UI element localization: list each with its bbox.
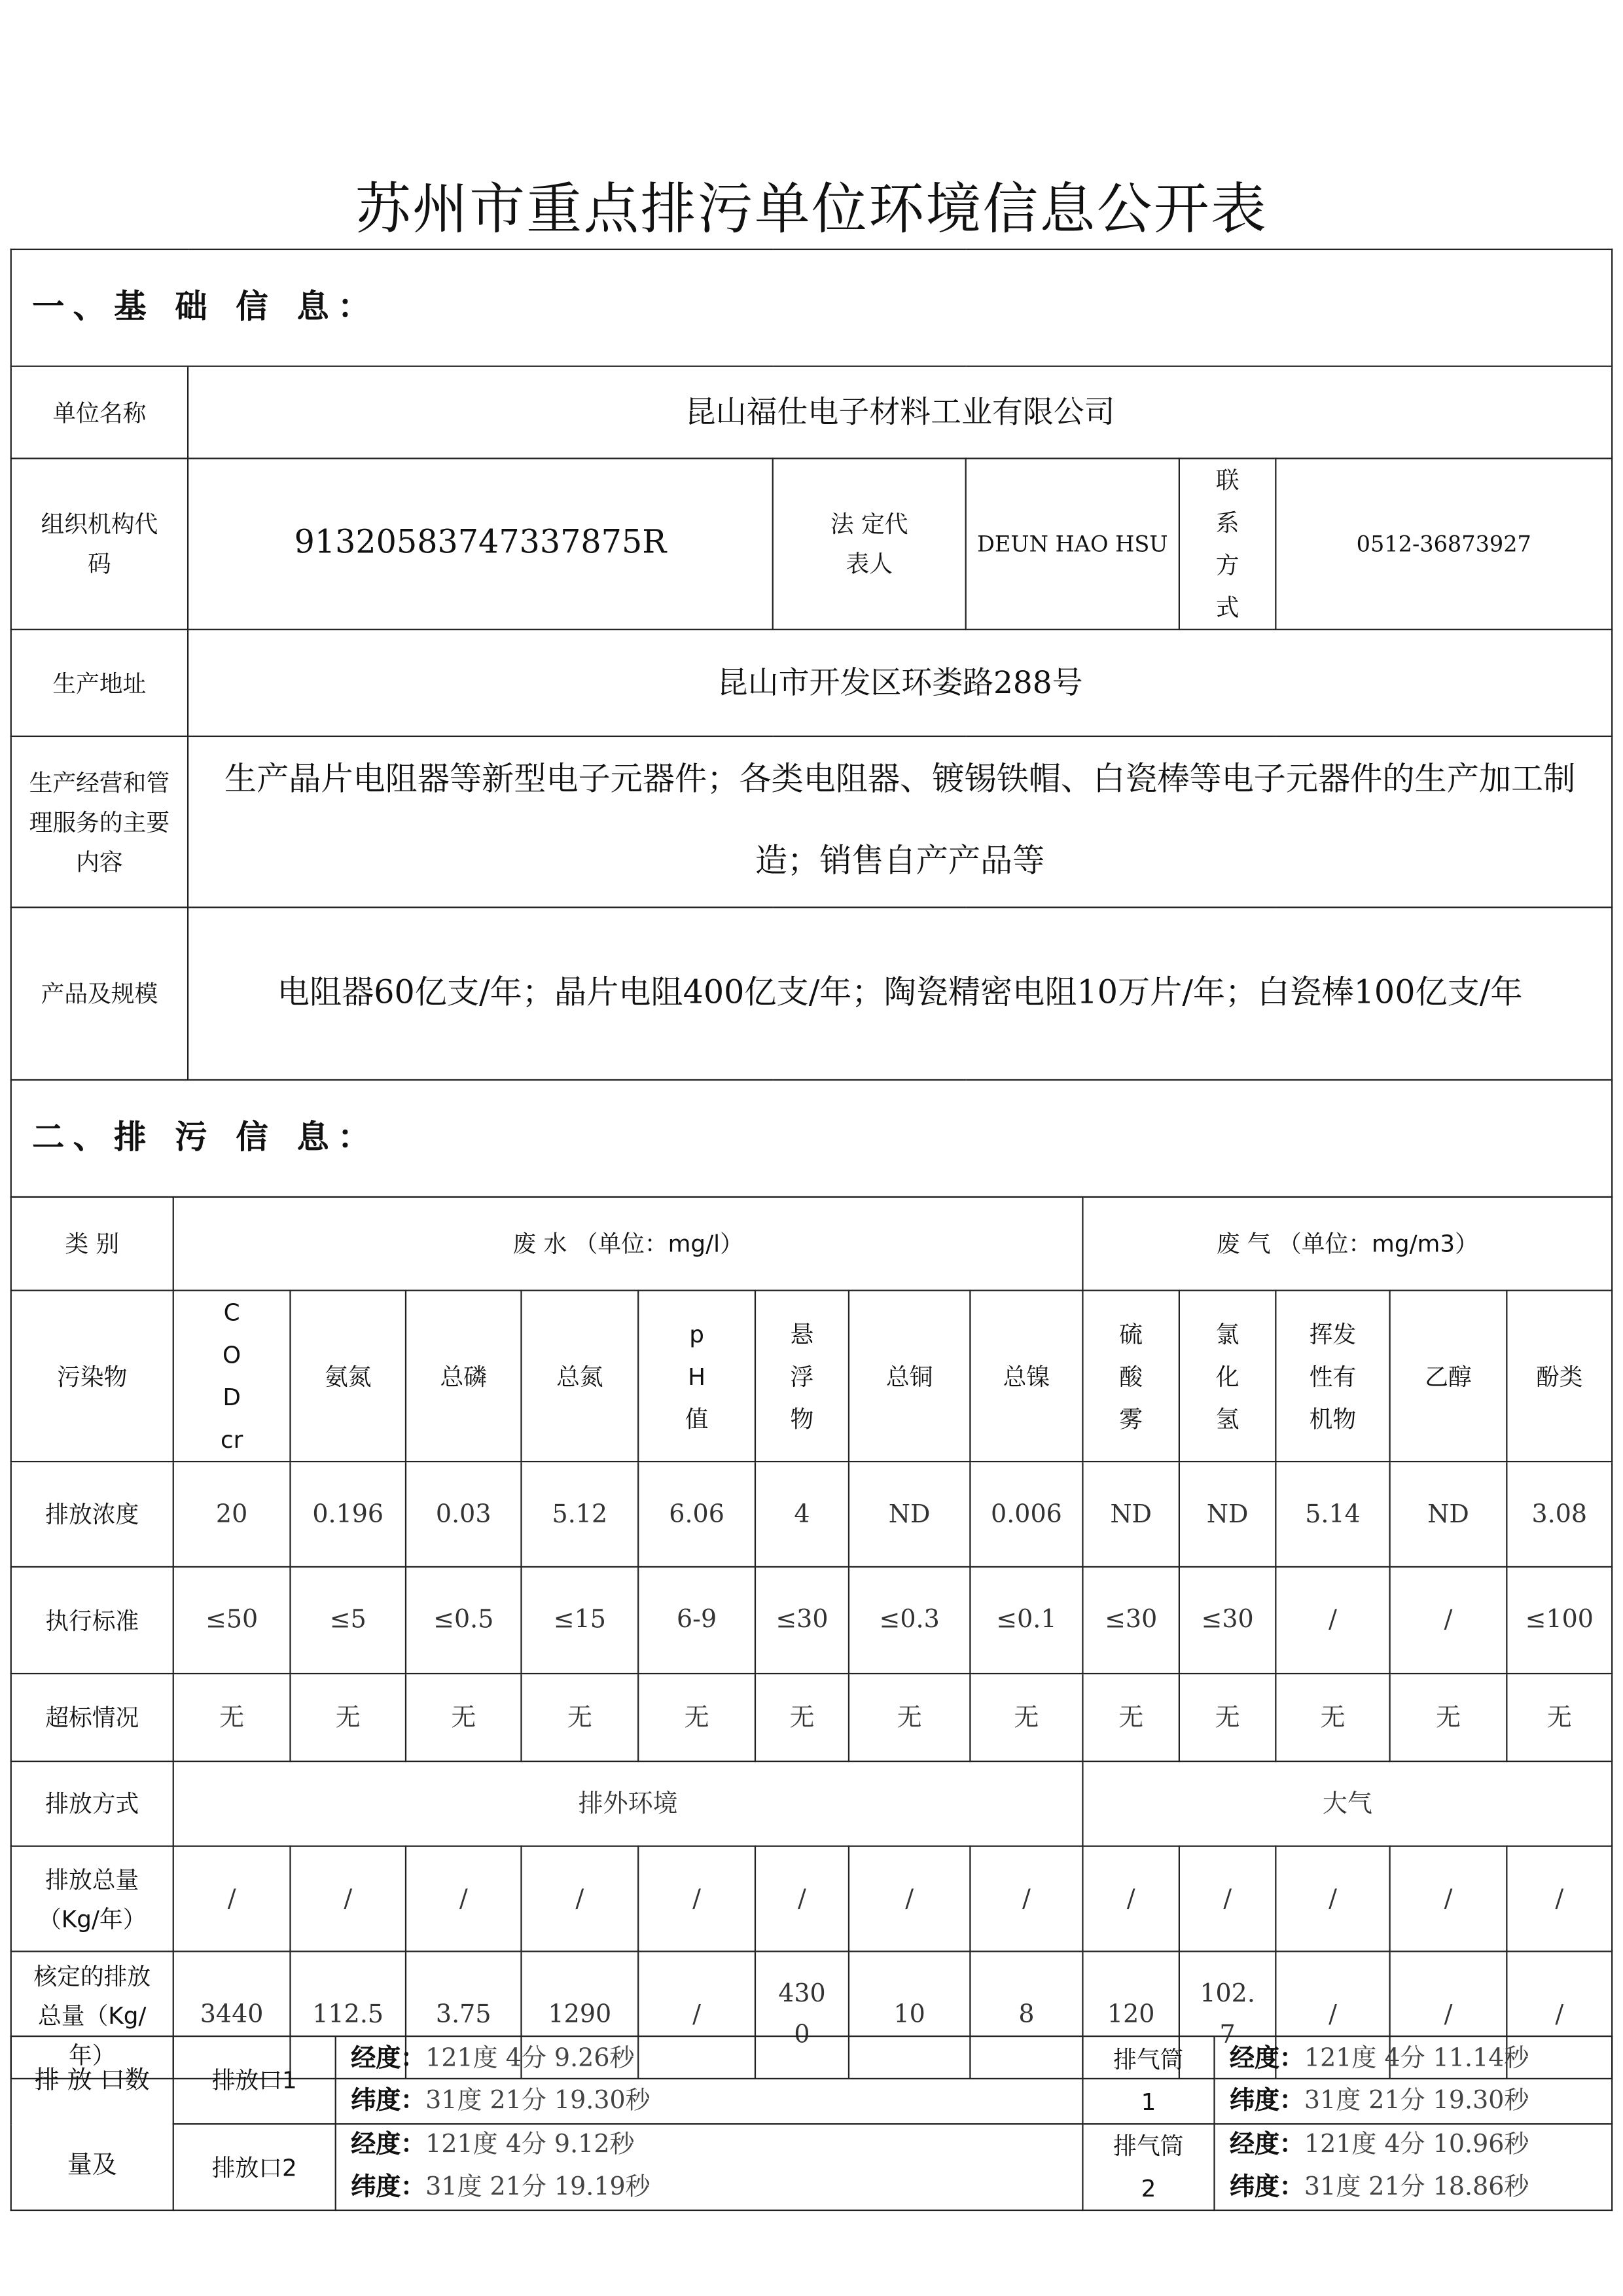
org-code-value: 91320583747337875R [188, 458, 773, 629]
table-cell: ND [1082, 1462, 1179, 1567]
table-row [11, 1567, 1612, 1674]
row-label: 超标情况 [11, 1674, 173, 1761]
table-cell: ≤30 [755, 1567, 849, 1674]
table-cell: 8 [970, 1952, 1082, 2079]
basic-info-table [10, 249, 1613, 1198]
outlet-longitude: 121度 4分 9.12秒 [425, 2130, 635, 2160]
longitude-label: 经度： [1229, 2130, 1304, 2160]
section-pollution-heading: 二、排 污 信 息： [11, 1080, 1612, 1197]
legal-rep-label: 法 定代表人 [773, 458, 966, 629]
table-cell: 3440 [173, 1952, 291, 2079]
latitude-label: 纬度： [1229, 2173, 1304, 2202]
stack-latitude: 31度 21分 19.30秒 [1304, 2086, 1529, 2115]
table-cell: 无 [1507, 1674, 1612, 1761]
table-cell: 112.5 [290, 1952, 406, 2079]
table-cell: 5.14 [1275, 1462, 1389, 1567]
table-cell: ≤100 [1507, 1567, 1612, 1674]
table-row [11, 1846, 1612, 1952]
table-cell: 无 [1390, 1674, 1507, 1761]
table-cell: / [1179, 1846, 1275, 1952]
legal-rep-value: DEUN HAO HSU [966, 458, 1179, 629]
method-label: 排放方式 [11, 1761, 173, 1846]
table-cell: / [755, 1846, 849, 1952]
table-cell: 无 [970, 1674, 1082, 1761]
table-cell: 20 [173, 1462, 291, 1567]
contact-label: 联系方式 [1215, 466, 1240, 622]
latitude-label: 纬度： [351, 2173, 426, 2202]
table-cell: 3.75 [406, 1952, 522, 2079]
longitude-label: 经度： [351, 2130, 426, 2160]
table-row [11, 1462, 1612, 1567]
address-value: 昆山市开发区环娄路288号 [188, 630, 1612, 736]
table-cell: 无 [1082, 1674, 1179, 1761]
outlet-latitude: 31度 21分 19.30秒 [425, 2086, 651, 2115]
table-cell: 无 [521, 1674, 638, 1761]
table-cell: / [406, 1846, 522, 1952]
table-cell: 0.196 [290, 1462, 406, 1567]
table-cell: 无 [173, 1674, 291, 1761]
pollutant-name: 乙醇 [1425, 1362, 1472, 1390]
table-cell: 4300 [755, 1952, 849, 2079]
stack-longitude: 121度 4分 10.96秒 [1304, 2130, 1529, 2160]
table-cell: ≤50 [173, 1567, 291, 1674]
outlet-count-label: 排 放 口数量及 [11, 2036, 173, 2210]
pollutant-label: 污染物 [11, 1291, 173, 1462]
table-cell: 无 [755, 1674, 849, 1761]
table-cell: ND [849, 1462, 970, 1567]
longitude-label: 经度： [351, 2043, 426, 2073]
table-cell: 无 [406, 1674, 522, 1761]
table-cell: 无 [1275, 1674, 1389, 1761]
pollutant-name: 氯化氢 [1215, 1319, 1240, 1433]
stack-longitude: 121度 4分 11.14秒 [1304, 2043, 1529, 2073]
table-cell: 无 [1179, 1674, 1275, 1761]
table-cell: ≤0.5 [406, 1567, 522, 1674]
outlet-longitude: 121度 4分 9.26秒 [425, 2043, 635, 2073]
table-row [11, 1674, 1612, 1761]
stack-name: 排气筒1 [1082, 2036, 1214, 2124]
outlet-name: 排放口2 [173, 2124, 336, 2210]
business-value: 生产晶片电阻器等新型电子元器件；各类电阻器、镀锡铁帽、白瓷棒等电子元器件的生产加工制造；销售自产产品等 [188, 736, 1612, 907]
table-cell: / [1390, 1952, 1507, 2079]
table-cell: / [1390, 1846, 1507, 1952]
pollutant-name: 挥发性有机物 [1309, 1319, 1357, 1433]
table-cell: / [173, 1846, 291, 1952]
latitude-label: 纬度： [1229, 2086, 1304, 2115]
outlet-latitude: 31度 21分 19.19秒 [425, 2173, 651, 2202]
address-label: 生产地址 [11, 630, 188, 736]
wastegas-header: 废 气 （单位：mg/m3） [1082, 1197, 1612, 1291]
table-cell: 无 [638, 1674, 755, 1761]
table-cell: 1290 [521, 1952, 638, 2079]
table-cell: / [1275, 1846, 1389, 1952]
table-cell: ≤30 [1082, 1567, 1179, 1674]
table-cell: 6.06 [638, 1462, 755, 1567]
unit-name-value: 昆山福仕电子材料工业有限公司 [188, 367, 1612, 459]
category-label: 类 别 [11, 1197, 173, 1291]
table-cell: ≤15 [521, 1567, 638, 1674]
pollutant-name: 总氮 [556, 1362, 603, 1390]
table-row [11, 1761, 1612, 1846]
pollution-table [10, 1196, 1613, 2079]
outlet-name: 排放口1 [173, 2036, 336, 2124]
table-cell: 0.006 [970, 1462, 1082, 1567]
table-cell: / [1507, 1846, 1612, 1952]
table-cell: ≤5 [290, 1567, 406, 1674]
table-cell: / [1390, 1567, 1507, 1674]
table-cell: / [1082, 1846, 1179, 1952]
table-cell: / [970, 1846, 1082, 1952]
pollutant-name: 酚类 [1536, 1362, 1583, 1390]
table-cell: ≤30 [1179, 1567, 1275, 1674]
unit-name-label: 单位名称 [11, 367, 188, 459]
table-cell: 3.08 [1507, 1462, 1612, 1567]
method-gas: 大气 [1082, 1761, 1612, 1846]
table-cell: ≤0.1 [970, 1567, 1082, 1674]
contact-value: 0512-36873927 [1275, 458, 1612, 629]
row-label: 排放总量（Kg/年） [11, 1846, 173, 1952]
table-cell: 无 [290, 1674, 406, 1761]
table-cell: 4 [755, 1462, 849, 1567]
table-cell: / [1507, 1952, 1612, 2079]
stack-latitude: 31度 21分 18.86秒 [1304, 2173, 1529, 2202]
table-cell: 6-9 [638, 1567, 755, 1674]
pollutant-name: 氨氮 [324, 1362, 372, 1390]
table-cell: / [1275, 1952, 1389, 2079]
table-cell: ≤0.3 [849, 1567, 970, 1674]
table-cell: ND [1390, 1462, 1507, 1567]
table-cell: / [638, 1952, 755, 2079]
table-cell: 10 [849, 1952, 970, 2079]
product-value: 电阻器60亿支/年；晶片电阻400亿支/年；陶瓷精密电阻10万片/年；白瓷棒100亿支/年 [188, 907, 1612, 1080]
longitude-label: 经度： [1229, 2043, 1304, 2073]
table-cell: 120 [1082, 1952, 1179, 2079]
latitude-label: 纬度： [351, 2086, 426, 2115]
table-cell: / [638, 1846, 755, 1952]
pollutant-name: 总磷 [440, 1362, 487, 1390]
table-cell: / [521, 1846, 638, 1952]
pollutant-name: 总铜 [885, 1362, 933, 1390]
wastewater-header: 废 水 （单位：mg/l） [173, 1197, 1083, 1291]
row-label: 排放浓度 [11, 1462, 173, 1567]
outlet-table [10, 2036, 1613, 2211]
method-water: 排外环境 [173, 1761, 1083, 1846]
pollutant-name: CODcr [220, 1298, 243, 1454]
pollutant-name: 悬浮物 [790, 1319, 814, 1433]
table-cell: / [1275, 1567, 1389, 1674]
table-cell: 0.03 [406, 1462, 522, 1567]
org-code-label: 组织机构代 码 [11, 458, 188, 629]
table-cell: 102.7 [1179, 1952, 1275, 2079]
page-title: 苏州市重点排污单位环境信息公开表 [355, 177, 1268, 242]
table-cell: / [849, 1846, 970, 1952]
row-label: 核定的排放总量（Kg/年） [11, 1952, 173, 2079]
table-cell: ND [1179, 1462, 1275, 1567]
table-cell: / [290, 1846, 406, 1952]
stack-name: 排气筒2 [1082, 2124, 1214, 2210]
product-label: 产品及规模 [11, 907, 188, 1080]
pollutant-name: pH值 [685, 1319, 709, 1433]
pollutant-name: 硫酸雾 [1119, 1319, 1143, 1433]
pollutant-name: 总镍 [1003, 1362, 1050, 1390]
table-cell: 无 [849, 1674, 970, 1761]
table-cell: 5.12 [521, 1462, 638, 1567]
business-label: 生产经营和管理服务的主要内容 [11, 736, 188, 907]
row-label: 执行标准 [11, 1567, 173, 1674]
section-basic-heading: 一、基 础 信 息： [11, 249, 1612, 367]
